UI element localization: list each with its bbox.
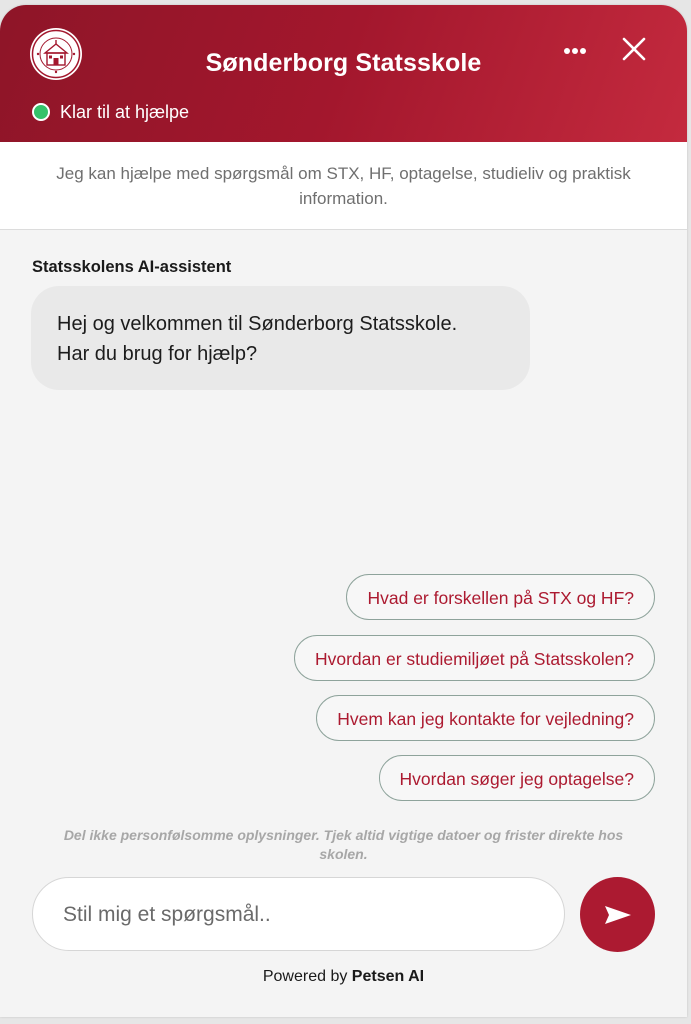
bot-message-line: Hej og velkommen til Sønderborg Statsskole.	[57, 313, 458, 335]
status-indicator	[32, 101, 189, 123]
disclaimer-line: Del ikke personfølsomme oplysninger. Tjek altid vigtige datoer og frister direkte hos	[63, 827, 624, 843]
bot-name-label: Statsskolens AI-assistent	[32, 258, 232, 276]
message-input-wrapper	[32, 877, 565, 951]
bot-message-line: Har du brug for hjælp?	[57, 343, 258, 365]
suggestion-chip-vejledning[interactable]: Hvem kan jeg kontakte for vejledning?	[316, 695, 655, 741]
status-text: Klar til at hjælpe	[60, 101, 190, 122]
close-icon[interactable]	[617, 32, 651, 66]
suggestion-chip-stx-hf[interactable]: Hvad er forskellen på STX og HF?	[346, 574, 655, 620]
send-arrow-icon	[603, 904, 633, 926]
bot-message-bubble	[31, 286, 530, 390]
send-button[interactable]	[580, 877, 655, 952]
suggestion-chip-studiemiljo[interactable]: Hvordan er studiemiljøet på Statsskolen?	[294, 635, 655, 681]
powered-by	[0, 968, 687, 986]
message-input[interactable]	[61, 878, 545, 951]
chat-title: Sønderborg Statsskole	[205, 49, 482, 77]
powered-by-brand[interactable]: Petsen AI	[351, 968, 425, 985]
status-dot-icon	[32, 103, 50, 121]
intro-banner	[0, 142, 687, 230]
suggestion-chip-optagelse[interactable]: Hvordan søger jeg optagelse?	[379, 755, 655, 801]
more-dots-icon[interactable]	[560, 40, 590, 62]
powered-by-prefix: Powered by	[262, 968, 352, 985]
chat-widget	[0, 5, 687, 1017]
privacy-disclaimer	[20, 826, 667, 864]
chat-header	[0, 5, 687, 142]
disclaimer-line: skolen.	[319, 846, 368, 862]
intro-text: Jeg kan hjælpe med spørgsmål om STX, HF, optagelse, studieliv og praktisk information.	[56, 164, 631, 208]
